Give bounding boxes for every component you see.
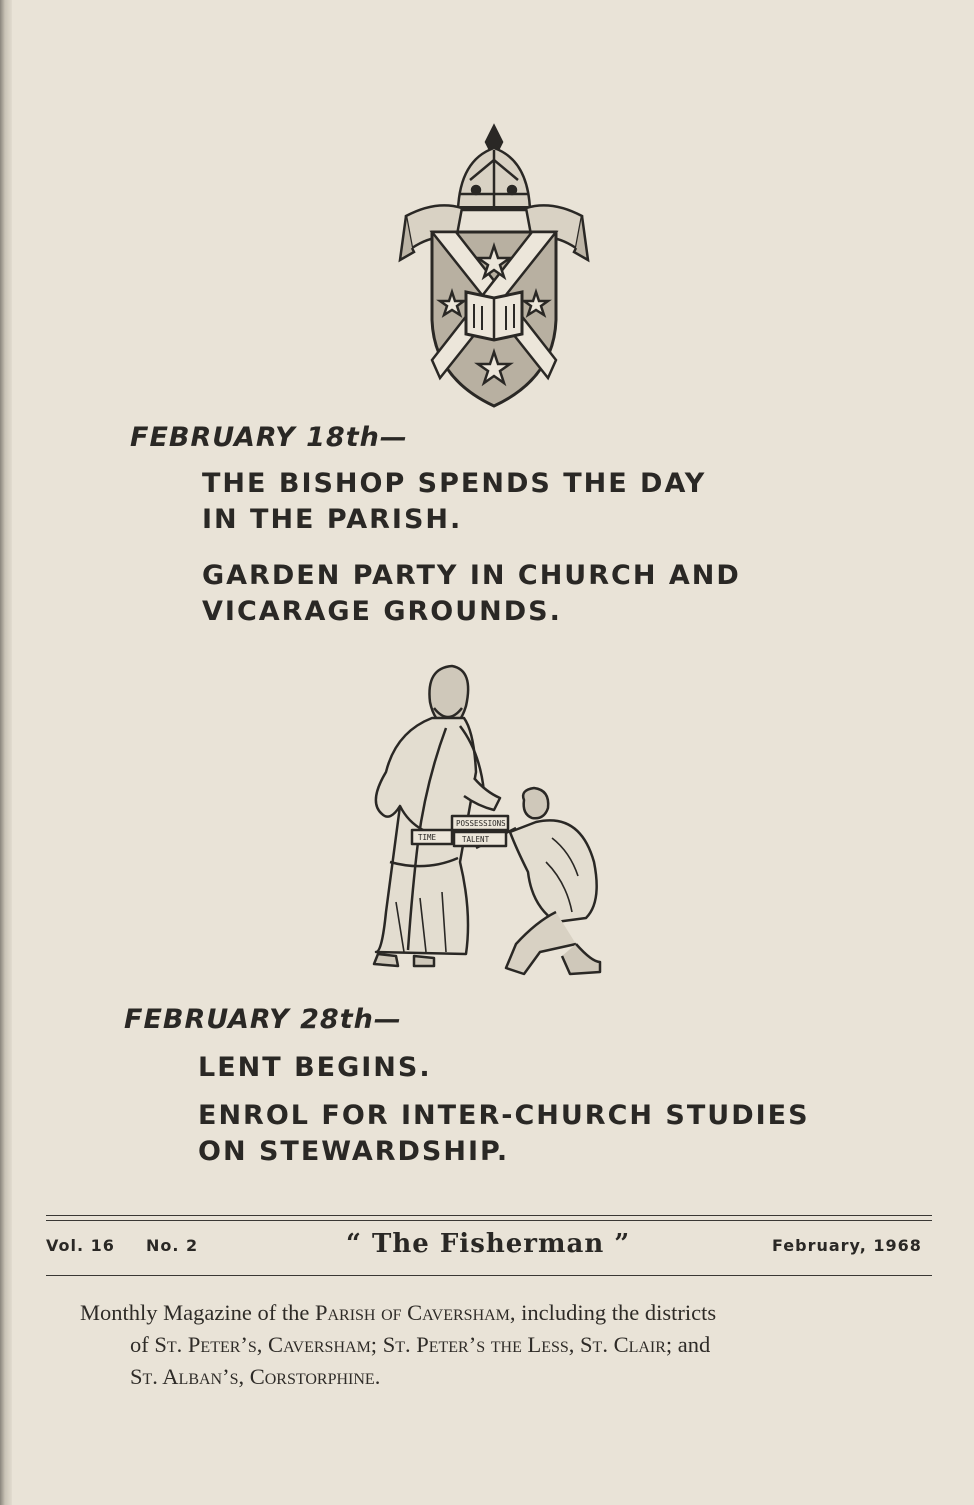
diocesan-crest-icon (396, 120, 592, 412)
footer-rule-bottom (46, 1275, 932, 1276)
volume-label: Vol. 16 (46, 1236, 115, 1255)
description-line-3: St. Alban’s, Corstorphine. (130, 1364, 381, 1389)
event2-line-1: LENT BEGINS. (198, 1052, 432, 1083)
event2-line-3: ON STEWARDSHIP. (198, 1136, 510, 1167)
magazine-description (80, 1297, 910, 1393)
event1-line-4: VICARAGE GROUNDS. (202, 596, 562, 627)
masthead-title: “ The Fisherman ” (346, 1229, 631, 1259)
description-line-2: of St. Peter’s, Caversham; St. Peter’s the Less, St. Clair; and (130, 1332, 711, 1357)
event1-line-2: IN THE PARISH. (202, 504, 463, 535)
event1-line-1: THE BISHOP SPENDS THE DAY (202, 468, 707, 499)
event2-line-2: ENROL FOR INTER-CHURCH STUDIES (198, 1100, 810, 1131)
label-time: TIME (418, 833, 437, 842)
event2-date: FEBRUARY 28th— (124, 1004, 402, 1035)
description-line-1: Monthly Magazine of the Parish of Caversham, including the districts (80, 1300, 717, 1325)
issue-number: No. 2 (146, 1236, 199, 1255)
footer-rule-top (46, 1215, 932, 1216)
page-binding-edge (0, 0, 12, 1505)
event1-date: FEBRUARY 18th— (130, 422, 408, 453)
footer-rule-top-inner (46, 1220, 932, 1221)
stewardship-illustration (356, 662, 618, 998)
label-talent: TALENT (462, 835, 490, 844)
label-possessions: POSSESSIONS (456, 819, 506, 828)
event1-line-3: GARDEN PARTY IN CHURCH AND (202, 560, 741, 591)
issue-date: February, 1968 (772, 1236, 922, 1255)
